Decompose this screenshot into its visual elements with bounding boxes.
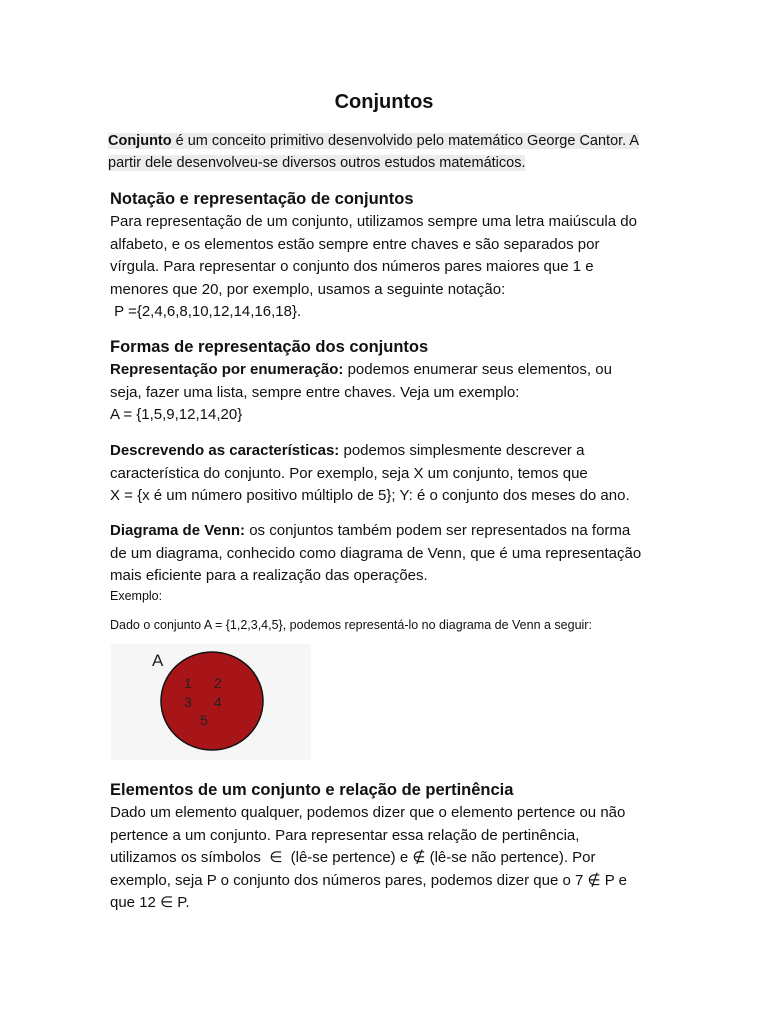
membership-line: Dado um elemento qualquer, podemos dizer que o elemento pertence ou não <box>110 804 626 821</box>
membership-heading: Elementos de um conjunto e relação de pertinência <box>110 781 514 799</box>
notation-line: menores que 20, por exemplo, usamos a seguinte notação: <box>110 280 506 298</box>
forms-heading: Formas de representação dos conjuntos <box>110 338 429 356</box>
set-circle <box>161 652 263 750</box>
set-element: 2 <box>214 675 222 691</box>
intro-paragraph <box>108 130 668 174</box>
set-label: A <box>152 651 164 670</box>
intro-term: Conjunto <box>108 133 172 149</box>
enumeration-line <box>110 359 670 382</box>
enumeration-line: seja, fazer uma lista, sempre entre chaves. Veja um exemplo: <box>110 383 520 401</box>
intro-line-2: partir dele desenvolveu-se diversos outros estudos matemáticos. <box>108 155 526 171</box>
example-label: Exemplo: <box>110 588 163 603</box>
characteristics-line <box>110 440 670 463</box>
characteristics-text: podemos simplesmente descrever a <box>339 442 585 459</box>
venn-diagram <box>111 644 311 760</box>
notation-line: vírgula. Para representar o conjunto dos números pares maiores que 1 e <box>110 258 594 275</box>
venn-label: Diagrama de Venn: <box>110 522 246 539</box>
venn-text: os conjuntos também podem ser representados na forma <box>245 522 631 539</box>
membership-line: pertence a um conjunto. Para representar essa relação de pertinência, <box>110 826 580 844</box>
membership-section <box>110 778 670 915</box>
venn-diagram-svg <box>111 644 311 760</box>
intro-line-1 <box>108 133 639 149</box>
enumeration-example: A = {1,5,9,12,14,20} <box>110 406 243 423</box>
enumeration-label: Representação por enumeração: <box>110 361 344 378</box>
page-title: Conjuntos <box>334 91 434 113</box>
venn-section <box>110 520 670 635</box>
notation-line: alfabeto, e os elementos estão sempre entre chaves e são separados por <box>110 235 600 253</box>
venn-line: de um diagrama, conhecido como diagrama de Venn, que é uma representação <box>110 544 642 562</box>
enumeration-text: podemos enumerar seus elementos, ou <box>343 361 612 378</box>
notation-example: P ={2,4,6,8,10,12,14,16,18}. <box>110 303 302 320</box>
set-element: 1 <box>184 675 192 691</box>
example-text: Dado o conjunto A = {1,2,3,4,5}, podemos representá-lo no diagrama de Venn a seguir: <box>110 617 592 632</box>
notation-line: Para representação de um conjunto, utilizamos sempre uma letra maiúscula do <box>110 213 637 230</box>
membership-line: exemplo, seja P o conjunto dos números pares, podemos dizer que o 7 ∉ P e <box>110 871 627 889</box>
characteristics-line: característica do conjunto. Por exemplo, seja X um conjunto, temos que <box>110 464 588 482</box>
notation-section <box>110 187 670 324</box>
characteristics-label: Descrevendo as características: <box>110 442 340 459</box>
set-element: 4 <box>214 694 222 710</box>
intro-line-1-text: é um conceito primitivo desenvolvido pelo matemático George Cantor. A <box>171 133 640 149</box>
characteristics-example: X = {x é um número positivo múltiplo de 5}; Y: é o conjunto dos meses do ano. <box>110 487 630 504</box>
membership-line: que 12 ∈ P. <box>110 894 190 911</box>
venn-line: mais eficiente para a realização das operações. <box>110 567 428 584</box>
forms-section <box>110 335 670 427</box>
characteristics-section <box>110 440 670 508</box>
membership-line: utilizamos os símbolos ∈ (lê-se pertence) e ∉ (lê-se não pertence). Por <box>110 849 596 866</box>
set-element: 5 <box>200 712 208 728</box>
set-element: 3 <box>184 694 192 710</box>
notation-heading: Notação e representação de conjuntos <box>110 190 414 208</box>
venn-line <box>110 520 670 543</box>
